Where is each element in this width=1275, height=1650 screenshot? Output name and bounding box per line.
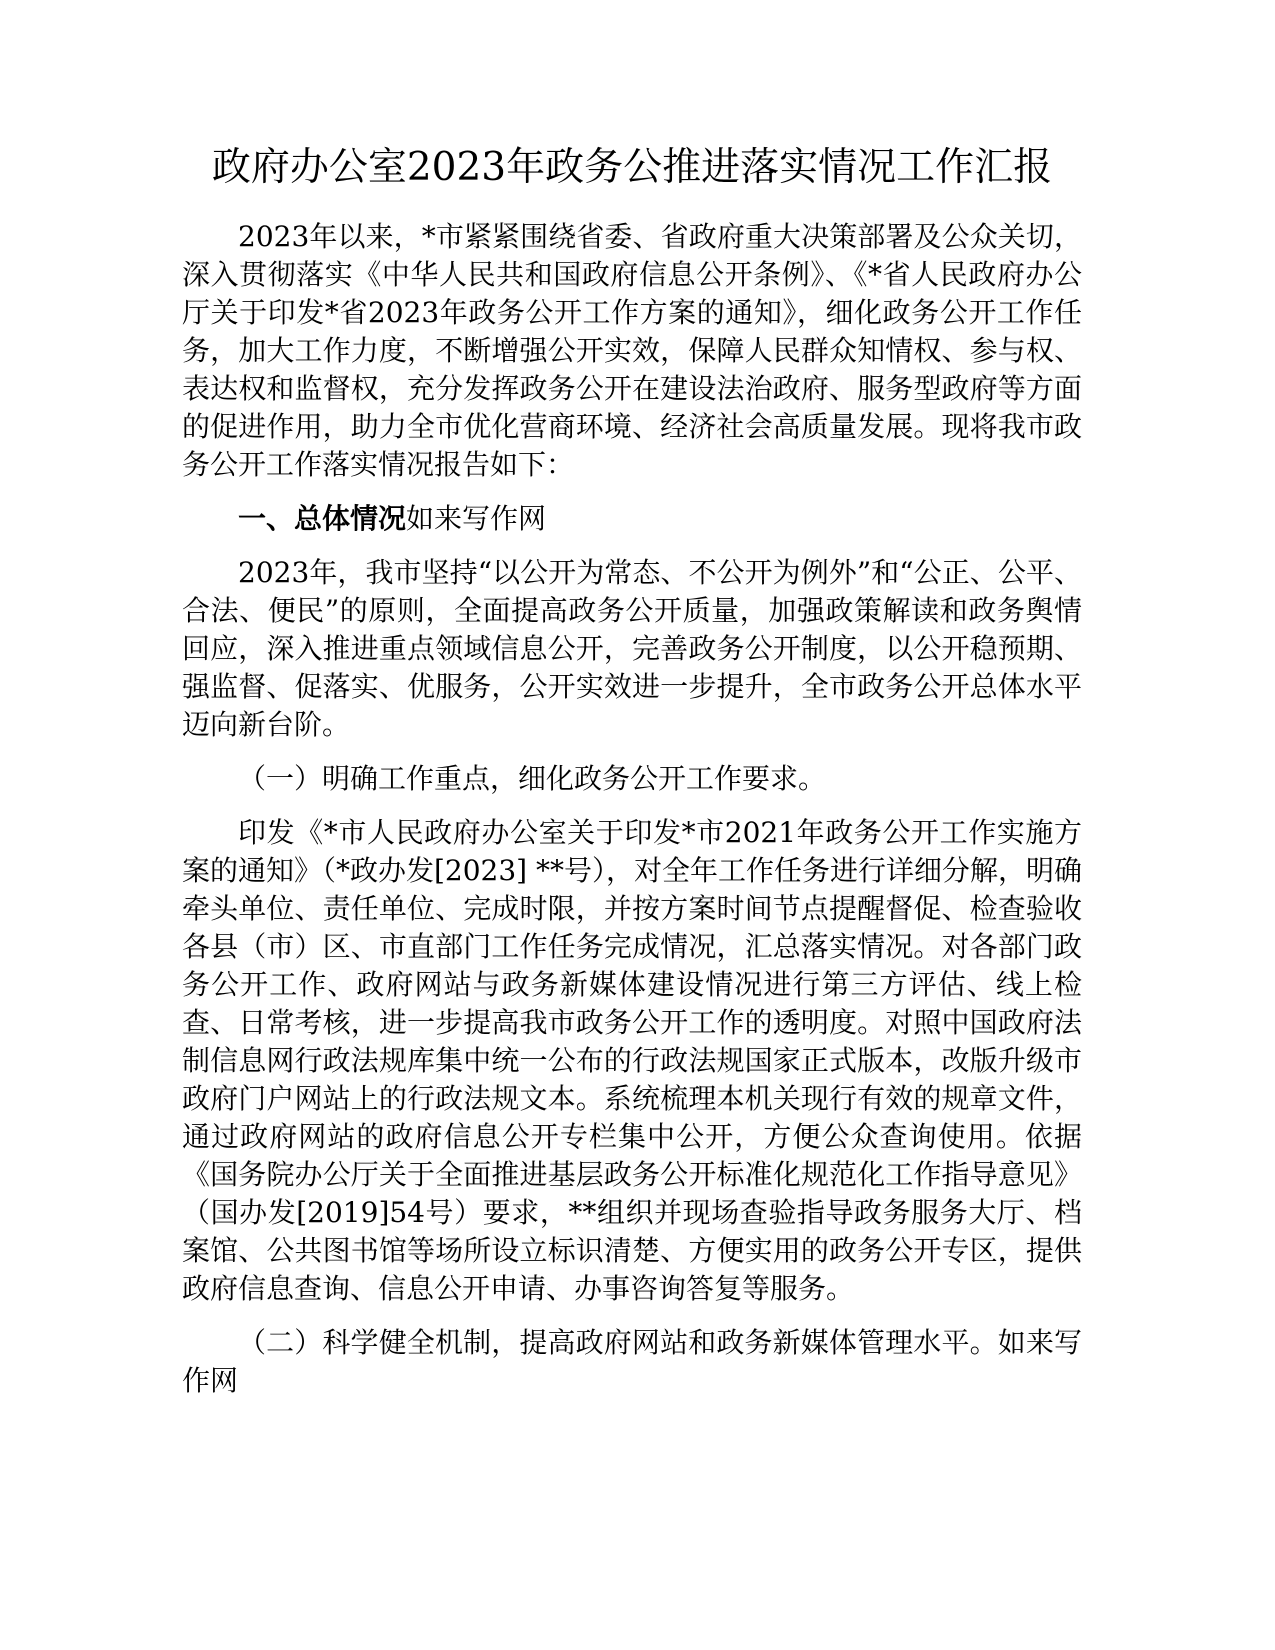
paragraph-intro: 2023年以来，*市紧紧围绕省委、省政府重大决策部署及公众关切，深入贯彻落实《中华人民共和国政府信息公开条例》、《*省人民政府办公厅关于印发*省2023年政务公开工作方案的通知》，细化政务公开工作任务，加大工作力度，不断增强公开实效，保障人民群众知情权、参与权、表达权和监督权，充分发挥政务公开在建设法治政府、服务型政府等方面的促进作用，助力全市优化营商环境、经济社会高质量发展。现将我市政务公开工作落实情况报告如下： [182,220,1082,481]
section-heading-suffix: 如来写作网 [406,502,547,535]
paragraph-overall: 2023年，我市坚持“以公开为常态、不公开为例外”和“公正、公平、合法、便民”的原则，全面提高政务公开质量，加强政策解读和政务舆情回应，深入推进重点领域信息公开，完善政务公开制度，以公开稳预期、强监督、促落实、优服务，公开实效进一步提升，全市政务公开总体水平迈向新台阶。 [182,556,1082,741]
section-heading-bold: 一、总体情况 [238,502,407,535]
document-page [182,138,1082,1416]
document-title: 政府办公室2023年政务公推进落实情况工作汇报 [211,145,1053,190]
subheading-1: （一）明确工作重点，细化政务公开工作要求。 [238,762,827,795]
subheading-2: （二）科学健全机制，提高政府网站和政务新媒体管理水平。如来写作网 [182,1326,1082,1397]
paragraph-subsection-1: 印发《*市人民政府办公室关于印发*市2021年政务公开工作实施方案的通知》（*政办发[2023] **号），对全年工作任务进行详细分解，明确牵头单位、责任单位、完成时限，并按方案时间节点提醒督促、检查验收各县（市）区、市直部门工作任务完成情况，汇总落实情况。对各部门政务公开工作、政府网站与政务新媒体建设情况进行第三方评估、线上检查、日常考核，进一步提高我市政务公开工作的透明度。对照中国政府法制信息网行政法规库集中统一公布的行政法规国家正式版本，改版升级市政府门户网站上的行政法规文本。系统梳理本机关现行有效的规章文件，通过政府网站的政府信息公开专栏集中公开，方便公众查询使用。依据《国务院办公厅关于全面推进基层政务公开标准化规范化工作指导意见》（国办发[2019]54号）要求，**组织并现场查验指导政务服务大厅、档案馆、公共图书馆等场所设立标识清楚、方便实用的政务公开专区，提供政府信息查询、信息公开申请、办事咨询答复等服务。 [182,816,1083,1305]
section-heading-overall [182,500,1082,538]
